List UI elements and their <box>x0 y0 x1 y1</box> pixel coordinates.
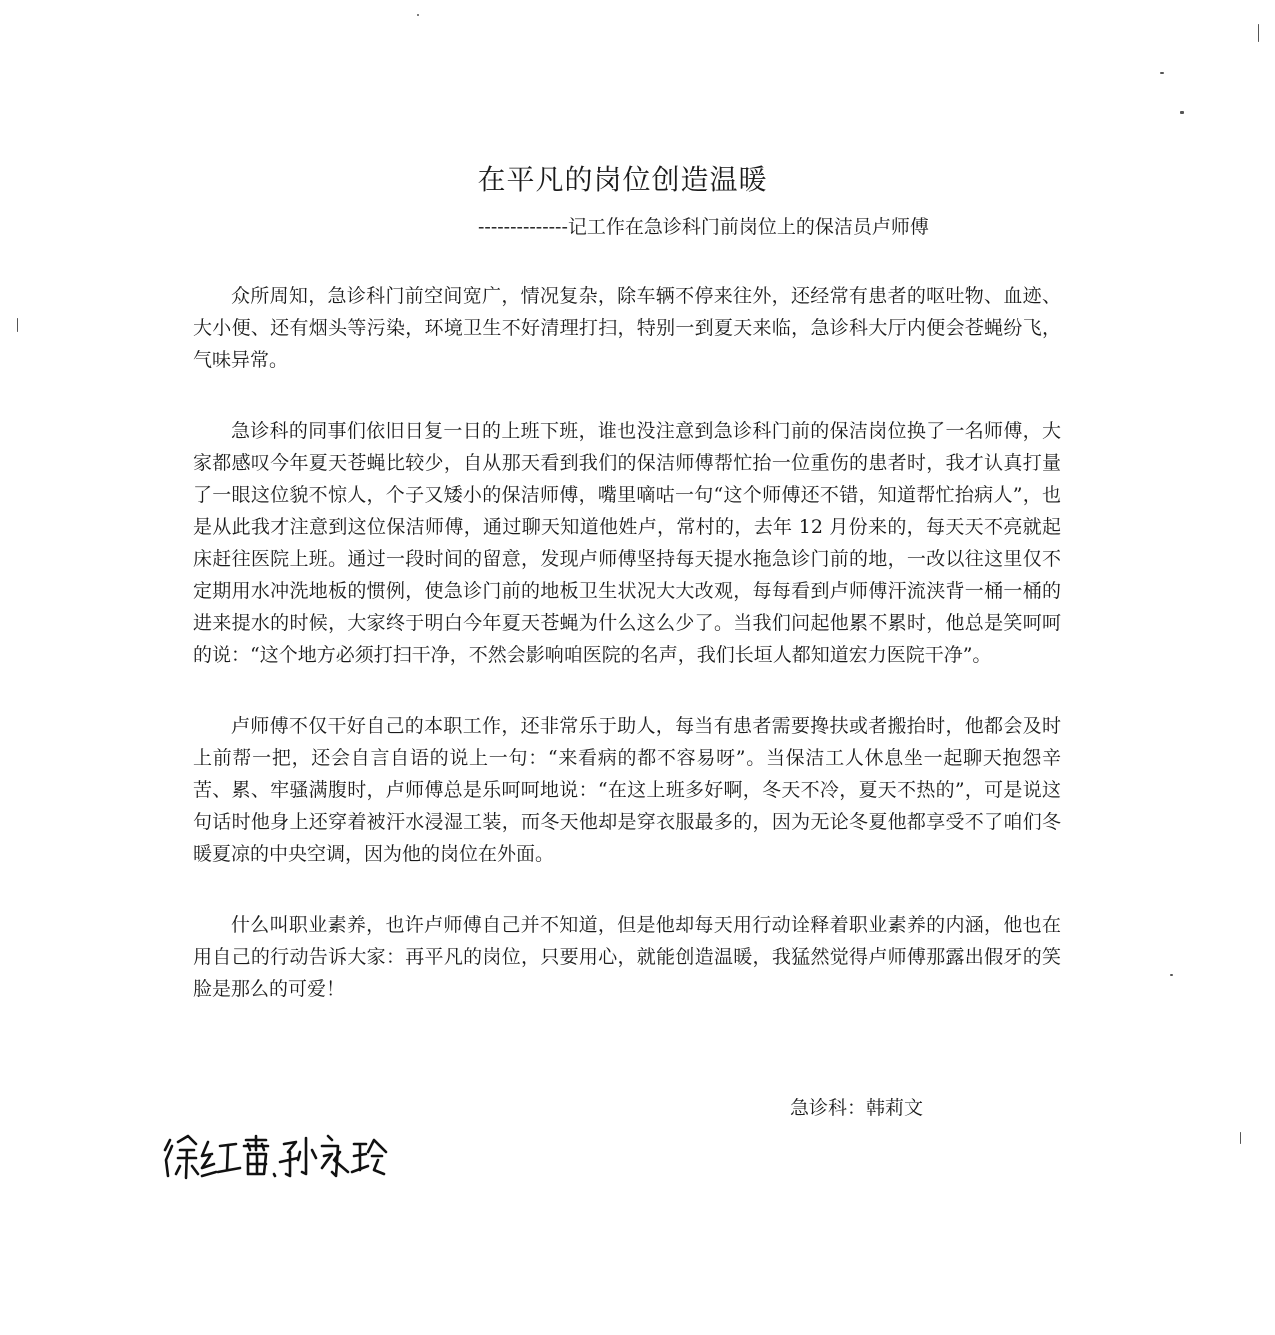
article-subtitle: --------------记工作在急诊科门前岗位上的保洁员卢师傅 <box>478 216 929 238</box>
scan-speck <box>17 318 18 332</box>
paragraph-4: 什么叫职业素养，也许卢师傅自己并不知道，但是他却每天用行动诠释着职业素养的内涵，他也在用自己的行动告诉大家：再平凡的岗位，只要用心，就能创造温暖，我猛然觉得卢师傅那露出假牙的笑脸是那么的可爱！ <box>193 914 1061 1000</box>
handwritten-signature-drawing <box>162 1130 392 1190</box>
scan-speck <box>1160 72 1164 74</box>
article-body <box>193 280 1061 1044</box>
scan-speck <box>1258 24 1259 42</box>
scan-speck <box>417 14 419 16</box>
paragraph-1: 众所周知，急诊科门前空间宽广，情况复杂，除车辆不停来往外，还经常有患者的呕吐物、血迹、大小便、还有烟头等污染，环境卫生不好清理打扫，特别一到夏天来临，急诊科大厅内便会苍蝇纷飞，气味异常。 <box>193 285 1061 371</box>
author-signature: 急诊科：韩莉文 <box>790 1097 924 1119</box>
paragraph-3: 卢师傅不仅干好自己的本职工作，还非常乐于助人，每当有患者需要搀扶或者搬抬时，他都会及时上前帮一把，还会自言自语的说上一句：“来看病的都不容易呀”。当保洁工人休息坐一起聊天抱怨辛苦、累、牢骚满腹时，卢师傅总是乐呵呵地说：“在这上班多好啊，冬天不冷，夏天不热的”，可是说这句话时他身上还穿着被汗水浸湿工装，而冬天他却是穿衣服最多的，因为无论冬夏他都享受不了咱们冬暖夏凉的中央空调，因为他的岗位在外面。 <box>193 715 1061 865</box>
scan-speck <box>1180 111 1184 114</box>
article-title: 在平凡的岗位创造温暖 <box>477 163 768 196</box>
paragraph-2: 急诊科的同事们依旧日复一日的上班下班，谁也没注意到急诊科门前的保洁岗位换了一名师傅，大家都感叹今年夏天苍蝇比较少，自从那天看到我们的保洁师傅帮忙抬一位重伤的患者时，我才认真打量了一眼这位貌不惊人，个子又矮小的保洁师傅，嘴里嘀咕一句“这个师傅还不错，知道帮忙抬病人”，也是从此我才注意到这位保洁师傅，通过聊天知道他姓卢，常村的，去年 12 月份来的，每天天不亮就起床赶往医院上班。通过一段时间的留意，发现卢师傅坚持每天提水拖急诊门前的地，一改以往这里仅不定期用水冲洗地板的惯例，使急诊门前的地板卫生状况大大改观，每每看到卢师傅汗流浃背一桶一桶的进来提水的时候，大家终于明白今年夏天苍蝇为什么这么少了。当我们问起他累不累时，他总是笑呵呵的说：“这个地方必须打扫干净，不然会影响咱医院的名声，我们长垣人都知道宏力医院干净”。 <box>193 420 1061 666</box>
scan-speck <box>1240 1132 1241 1144</box>
handwritten-signature <box>162 1130 392 1194</box>
scan-speck <box>1170 974 1173 976</box>
